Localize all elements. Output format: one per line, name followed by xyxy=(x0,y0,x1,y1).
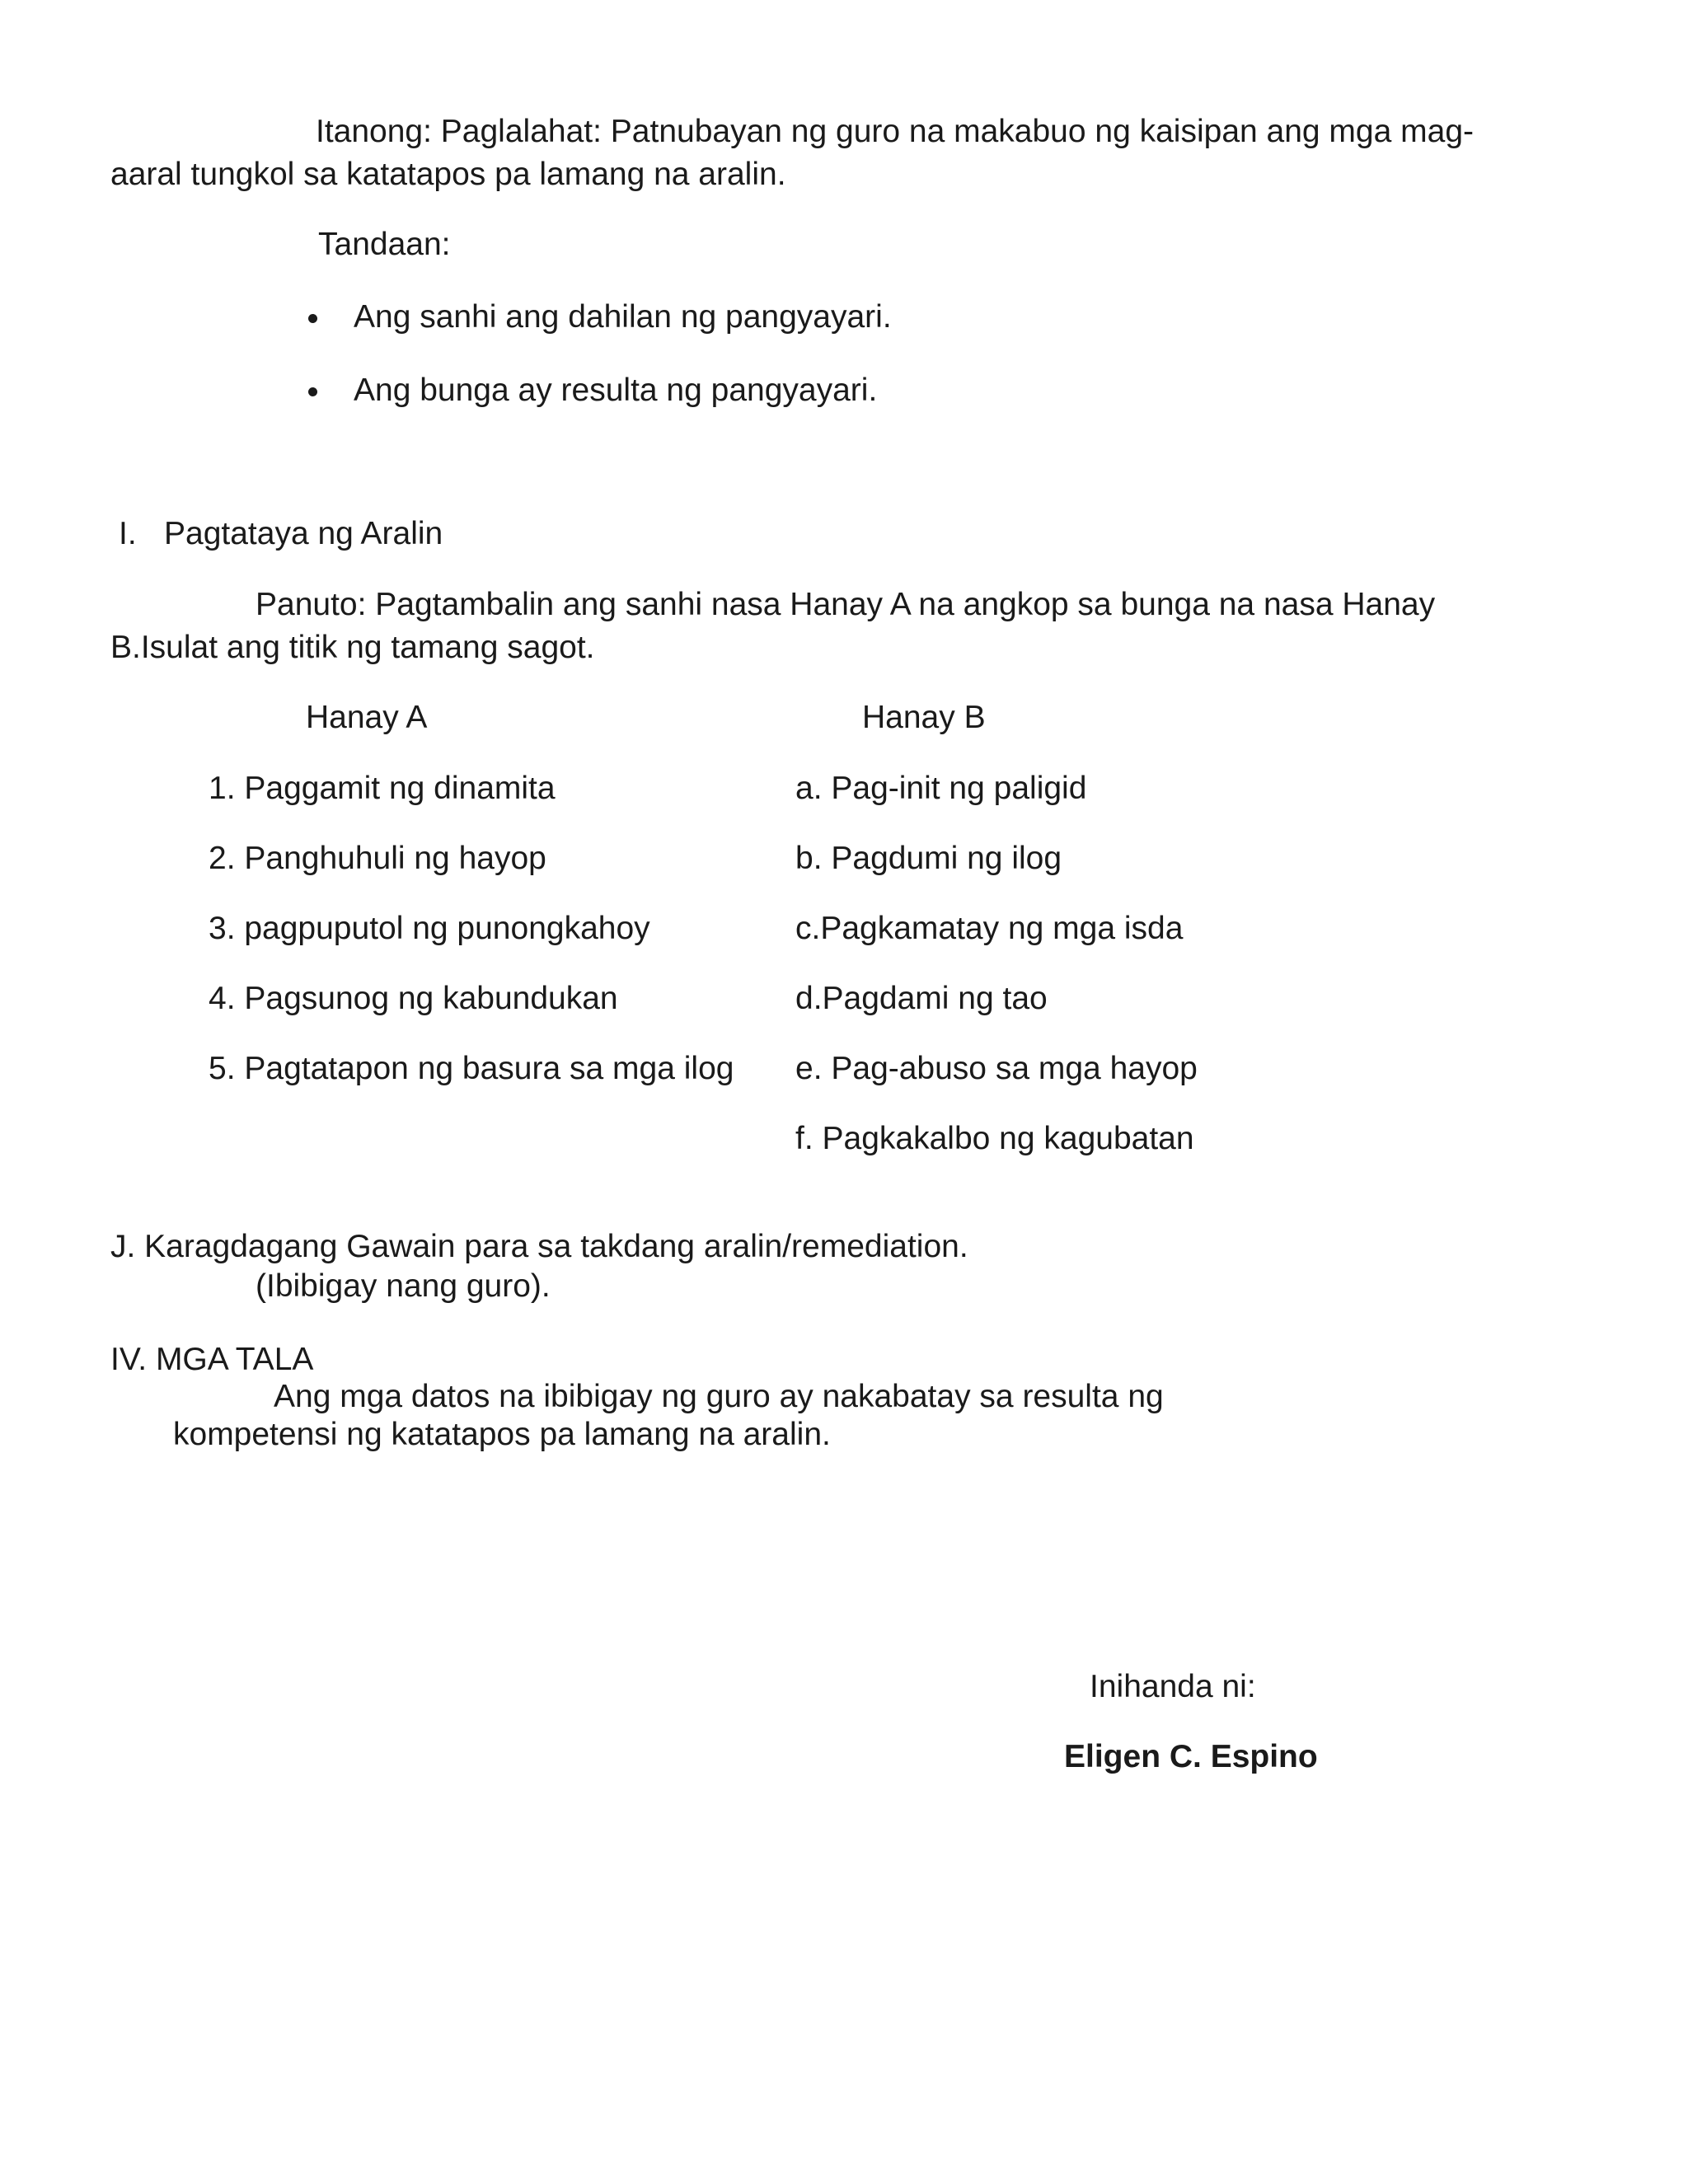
hanay-b-item: c.Pagkamatay ng mga isda xyxy=(795,911,1184,946)
hanay-b-item: b. Pagdumi ng ilog xyxy=(795,841,1062,876)
tandaan-item: Ang bunga ay resulta ng pangyayari. xyxy=(354,373,878,408)
section-j-line-2: (Ibibigay nang guro). xyxy=(256,1268,551,1304)
hanay-b-item: a. Pag-init ng paligid xyxy=(795,771,1087,806)
section-i-title: Pagtataya ng Aralin xyxy=(164,516,443,551)
preparer-name: Eligen C. Espino xyxy=(1064,1739,1318,1774)
hanay-b-item: d.Pagdami ng tao xyxy=(795,981,1048,1016)
section-iv-line-1: Ang mga datos na ibibigay ng guro ay nakabatay sa resulta ng xyxy=(274,1379,1164,1414)
bullet-icon xyxy=(308,387,317,396)
bullet-icon xyxy=(308,314,317,323)
hanay-a-heading: Hanay A xyxy=(306,700,428,735)
hanay-a-item: 3. pagpuputol ng punongkahoy xyxy=(209,911,650,946)
hanay-a-item: 5. Pagtatapon ng basura sa mga ilog xyxy=(209,1051,734,1086)
tandaan-item: Ang sanhi ang dahilan ng pangyayari. xyxy=(354,299,892,335)
paglalahat-line-2: aaral tungkol sa katatapos pa lamang na aralin. xyxy=(110,157,786,192)
section-iv-line-2: kompetensi ng katatapos pa lamang na aralin. xyxy=(173,1417,831,1452)
hanay-b-heading: Hanay B xyxy=(862,700,986,735)
hanay-a-item: 1. Paggamit ng dinamita xyxy=(209,771,556,806)
paglalahat-line-1: Itanong: Paglalahat: Patnubayan ng guro na makabuo ng kaisipan ang mga mag- xyxy=(316,114,1474,149)
hanay-b-item: e. Pag-abuso sa mga hayop xyxy=(795,1051,1198,1086)
instruction-line-1: Panuto: Pagtambalin ang sanhi nasa Hanay A na angkop sa bunga na nasa Hanay xyxy=(256,587,1436,622)
section-iv-title: IV. MGA TALA xyxy=(110,1342,314,1377)
hanay-a-item: 2. Panghuhuli ng hayop xyxy=(209,841,546,876)
hanay-b-item: f. Pagkakalbo ng kagubatan xyxy=(795,1121,1194,1156)
instruction-line-2: B.Isulat ang titik ng tamang sagot. xyxy=(110,630,595,665)
tandaan-heading: Tandaan: xyxy=(318,227,451,262)
section-i-number: I. xyxy=(119,516,137,551)
hanay-a-item: 4. Pagsunog ng kabundukan xyxy=(209,981,618,1016)
section-j-line-1: J. Karagdagang Gawain para sa takdang aralin/remediation. xyxy=(110,1229,968,1264)
prepared-by-label: Inihanda ni: xyxy=(1090,1669,1256,1704)
